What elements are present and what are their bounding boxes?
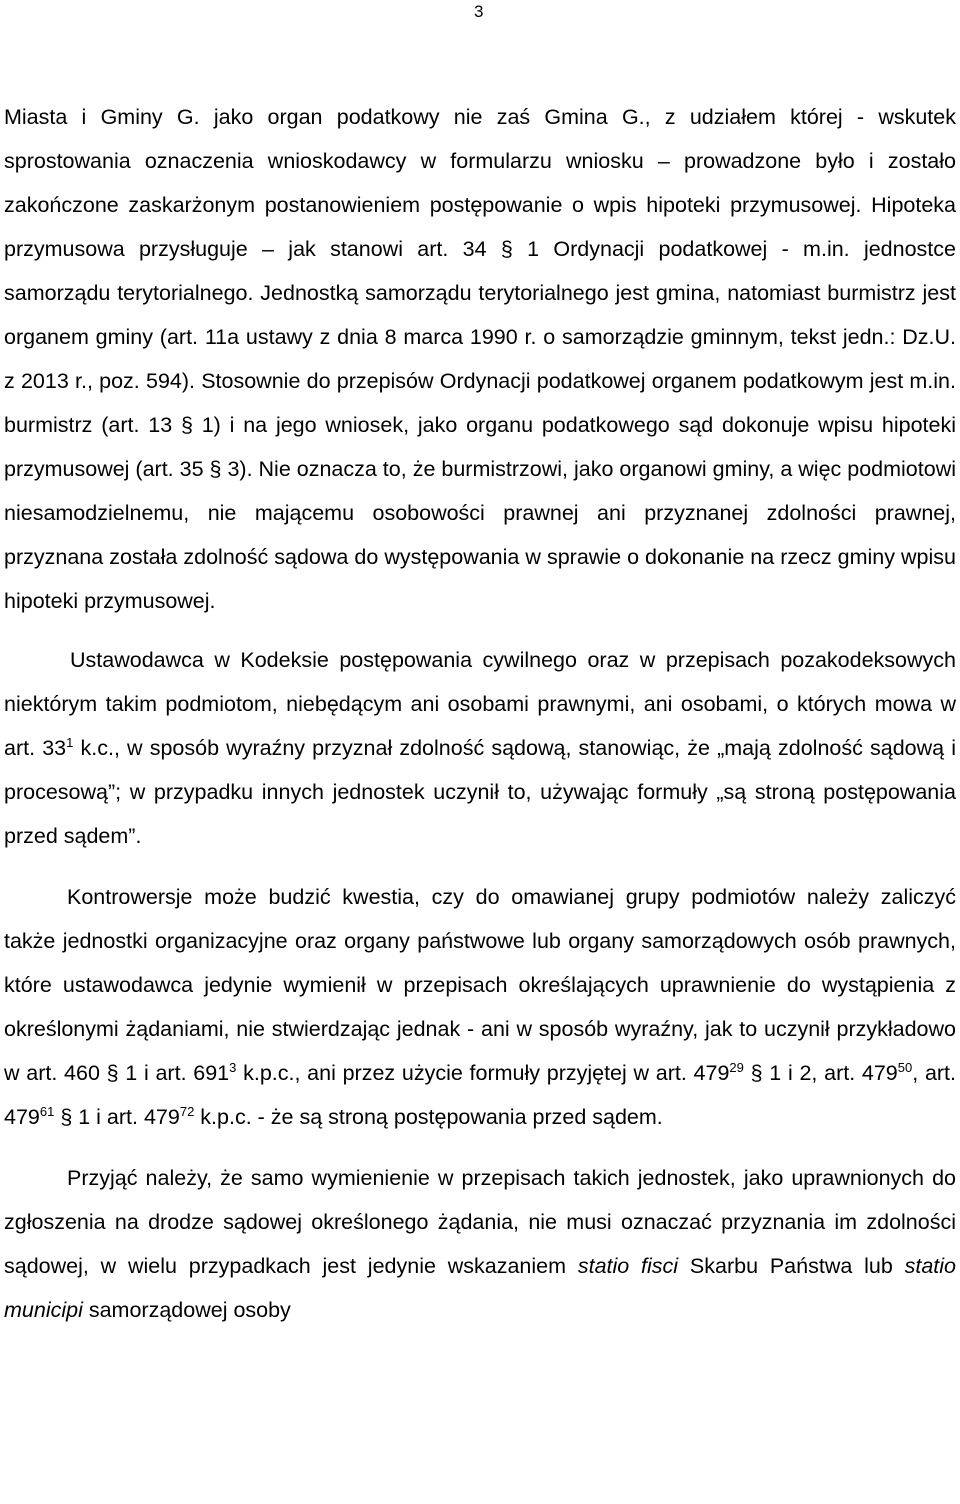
paragraph-2: [4, 638, 956, 858]
paragraph-1-text: Miasta i Gminy G. jako organ podatkowy nie zaś Gmina G., z udziałem której - wskutek sprostowania oznaczenia wnioskodawcy w formularzu wniosku – prowadzone było i zostało zakończone zaskarżonym postanowieniem postępowanie o wpis hipoteki przymusowej. Hipoteka przymusowa przysługuje – jak stanowi art. 34 § 1 Ordynacji podatkowej - m.in. jednostce samorządu terytorialnego. Jednostką samorządu terytorialnego jest gmina, natomiast burmistrz jest organem gminy (art. 11a ustawy z dnia 8 marca 1990 r. o samorządzie gminnym, tekst jedn.: Dz.U. z 2013 r., poz. 594). Stosownie do przepisów Ordynacji podatkowej organem podatkowym jest m.in. burmistrz (art. 13 § 1) i na jego wniosek, jako organu podatkowego sąd dokonuje wpisu hipoteki przymusowej (art. 35 § 3). Nie oznacza to, że burmistrzowi, jako organowi gminy, a więc podmiotowi niesamodzielnemu, nie mającemu osobowości prawnej ani przyznanej zdolności prawnej, przyznana została zdolność sądowa do występowania w sprawie o dokonanie na rzecz gminy wpisu hipoteki przymusowej.: [4, 105, 956, 613]
superscript: 29: [729, 1059, 744, 1075]
paragraph-3-text-3: § 1 i 2, art. 479: [743, 1061, 898, 1085]
paragraph-2-text-2: k.c., w sposób wyraźny przyznał zdolność sądową, stanowiąc, że „mają zdolność sądową i procesową”; w przypadku innych jednostek uczynił to, używając formuły „są stroną postępowania przed sądem”.: [4, 736, 957, 848]
superscript: 50: [897, 1059, 913, 1075]
superscript: 61: [39, 1103, 55, 1119]
latin-term-statio-municipi: statio municipi: [4, 1254, 957, 1322]
paragraph-4: [4, 1156, 956, 1332]
paragraph-3: [4, 875, 956, 1139]
paragraph-3-text-6: k.p.c. - że są stroną postępowania przed sądem.: [194, 1105, 663, 1129]
page-number: 3: [474, 2, 484, 21]
paragraph-4-text-2: Skarbu Państwa lub: [678, 1254, 905, 1278]
paragraph-3-text-1: Kontrowersje może budzić kwestia, czy do omawianej grupy podmiotów należy zaliczyć także jednostki organizacyjne oraz organy państwowe lub organy samorządowych osób prawnych, które ustawodawca jedynie wymienił w przepisach określających uprawnienie do wystąpienia z określonymi żądaniami, nie stwierdzając jednak - ani w sposób wyraźny, jak to uczynił przykładowo w art. 460 § 1 i art. 691: [4, 885, 956, 1085]
paragraph-1: [4, 0, 956, 623]
paragraph-4-text-1: Przyjąć należy, że samo wymienienie w przepisach takich jednostek, jako uprawnionych do zgłoszenia na drodze sądowej określonego żądania, nie musi oznaczać przyznania im zdolności sądowej, w wielu przypadkach jest jedynie wskazaniem: [4, 1166, 956, 1278]
superscript: 3: [229, 1059, 237, 1075]
paragraph-2-text-1: Ustawodawca w Kodeksie postępowania cywilnego oraz w przepisach pozakodeksowych niektórym takim podmiotom, niebędącym ani osobami prawnymi, ani osobami, o których mowa w art. 33: [4, 648, 956, 760]
latin-term-statio-fisci: statio fisci: [577, 1254, 679, 1278]
superscript: 72: [179, 1103, 195, 1119]
paragraph-3-text-4: , art. 479: [4, 1061, 957, 1129]
superscript: 1: [66, 734, 74, 750]
paragraph-3-text-5: § 1 i art. 479: [54, 1105, 180, 1129]
paragraph-3-text-2: k.p.c., ani przez użycie formuły przyjętej w art. 479: [236, 1061, 730, 1085]
paragraph-4-text-3: samorządowej osoby: [82, 1298, 291, 1322]
